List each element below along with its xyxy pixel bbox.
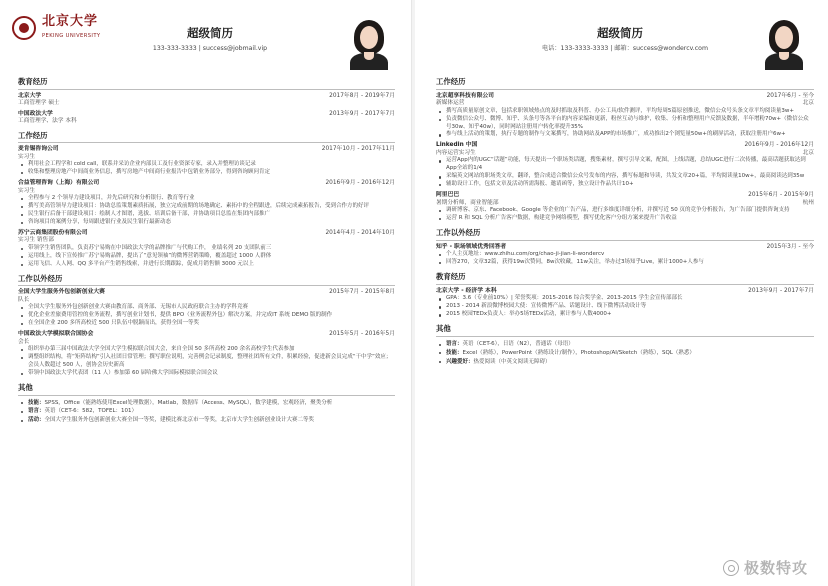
section	[18, 131, 395, 269]
entry-header	[18, 93, 395, 101]
skill-text: 英语（CET-6：582，TOFEL：101）	[44, 408, 138, 415]
entry-date: 2017年6月 - 至今	[766, 92, 814, 99]
section-title: 工作以外经历	[436, 228, 814, 241]
entry-subheader	[18, 100, 395, 107]
entry-date: 2017年10月 - 2017年11月	[321, 146, 395, 153]
entry-subheader	[18, 188, 395, 195]
skill-line	[18, 416, 395, 425]
bullet-item: 撰写美高管领导力建设项目：协助总监策划素质拓展，独立完成前期的场地确定、素拓中的全程跟进，后续完成素拓报告，受到合作方的好评	[18, 203, 395, 211]
entry-organization: Linkedin 中国	[436, 142, 478, 149]
entry-role: 实习生 销售部	[18, 237, 54, 244]
entry-location: 杭州	[802, 199, 814, 206]
bullet-item: 辅助设计工作，包括文章及活动所需海报、邀请函等，独立设计作品共计10+	[436, 181, 814, 189]
skill-text: Excel（熟练），PowerPoint（熟练设计/制作），Photoshop/AI/Sketch（熟练），SQL（熟悉）	[462, 349, 695, 356]
entry-header	[18, 331, 395, 339]
bullet-list	[18, 195, 395, 227]
bullet-item: 调整组织结构，将“矩阵结构”引入社团日常管理；撰写职位说明，完善例会记录制度，整理社团所有文件，积累经验，促进新会员完成“干中学”效应；会员人数超过 500 人，创协会历史新高	[18, 354, 395, 370]
bullet-list	[18, 346, 395, 378]
entry-date: 2016年9月 - 2016年12月	[325, 180, 395, 186]
resume-header	[415, 0, 828, 66]
skill-label: 技能：	[28, 399, 45, 406]
entry-role: 内容运营实习生	[436, 149, 476, 156]
skill-line	[436, 349, 814, 358]
entry-role: 实习生	[18, 153, 36, 160]
skill-line	[436, 358, 814, 367]
entry-organization: 合益管理咨询（上海）有限公司	[18, 180, 100, 186]
skill-label: 语言：	[28, 408, 45, 415]
entry	[436, 244, 814, 267]
bullet-item: GPA：3.6（专业前10%）| 荣誉奖项：2015-2016 综合奖学金、2013-2015 学生会宣传部部长	[436, 295, 814, 303]
entry-header	[18, 180, 395, 188]
section	[18, 383, 395, 425]
bullet-list	[436, 207, 814, 223]
entry	[18, 146, 395, 177]
entry-date: 2014年4月 - 2014年10月	[325, 229, 395, 236]
entry-organization: 中国政法大学	[18, 110, 53, 117]
entry-date: 2015年3月 - 至今	[766, 243, 814, 250]
skill-line	[18, 399, 395, 408]
bullet-item: 民生银行后备干部建设项目：绘制人才图谱，选拔、培训后备干部，并协助项目总监在集团内部推广	[18, 211, 395, 219]
bullet-list	[18, 161, 395, 177]
bullet-list	[18, 304, 395, 328]
skill-text: 热爱阅读（中英文阅读无障碍）	[473, 358, 551, 365]
entry-role: 会长	[18, 338, 30, 345]
skill-text: 英语（CET-6），日语（N2），普通话（母语）	[462, 340, 574, 347]
bullet-item: 运用飞信、人人网、QQ 多平台产生销售线索，并进行长期跟踪，促成月销售额 3000 元以上	[18, 261, 395, 269]
entry-header	[436, 93, 814, 101]
entry-date: 2013年9月 - 2017年7月	[329, 110, 395, 117]
resume-content	[18, 77, 395, 430]
entry-role: 工商管理学 硕士	[18, 100, 60, 107]
entry	[18, 331, 395, 378]
section	[436, 272, 814, 319]
skill-line	[436, 340, 814, 349]
bullet-item: 运用线上，线下宣传推广苏宁易购品牌，提出了“意见领袖”的微博营销策略，覆盖超过 1000 人群体	[18, 253, 395, 261]
bullet-item: 个人主页地址：www.zhihu.com/org/chao-ji-jian-li-wondercv	[436, 251, 814, 259]
skill-label: 活动：	[28, 417, 45, 424]
entry-date: 2017年8月 - 2019年7月	[329, 92, 395, 99]
watermark	[723, 559, 808, 579]
skill-text: 全国大学生服务外包创新创业大赛全国一等奖，建模比赛北京市一等奖，北京市大学生创新创业设计大赛二等奖	[44, 417, 315, 424]
section	[436, 324, 814, 366]
entry-subheader	[436, 100, 814, 107]
entry	[436, 93, 814, 140]
skill-text: SPSS，Office（能熟练使用Excel处理数据），Matlab，数据库（Access、MySQL），数学建模，宏观经济，聚类分析	[44, 399, 333, 406]
wechat-logo-icon	[723, 560, 739, 576]
entry-organization: 阿里巴巴	[436, 192, 460, 199]
entry-header	[436, 142, 814, 150]
entry-header	[18, 289, 395, 297]
skill-line	[18, 407, 395, 416]
entry-subheader	[18, 237, 395, 244]
entry	[18, 180, 395, 227]
bullet-item: 全程参与 2 个领导力建设项目，并先后研究和分析银行、教育等行业	[18, 195, 395, 203]
bullet-item: 全国大学生服务外包创新创业大赛由教育部、商务部、无锡市人民政府联合主办的学科竞赛	[18, 304, 395, 312]
bullet-item: 咨询项目的案例分享，每周跟进银行业及民生银行最新动态	[18, 219, 395, 227]
bullet-item: 撰写高质量原创文章，包括求职领域热点的及时抓取及科普、办公工具/软件测评，平均每周5篇原创推送，微信公众号头条文章平均阅读量3w+	[436, 108, 814, 116]
bullet-item: 带领中国政法大学代表团（11 人）参加第 60 届哈佛大学国际模拟联合国会议	[18, 370, 395, 378]
bullet-item: 优化企业差旅费用管控的业务流程，撰写创业计划书，提供 BPO（业务流程外包）解决方案，并完成IT 系统 DEMO 版的制作	[18, 312, 395, 320]
contact-line: 电话：133-3333-3333 | 邮箱：success@wondercv.com	[542, 45, 708, 52]
section	[436, 228, 814, 267]
entry-organization: 知乎 - 职场领域优秀回答者	[436, 243, 507, 250]
resume-header	[0, 0, 411, 66]
entry-date: 2015年7月 - 2015年8月	[329, 289, 395, 296]
bullet-item: 组织举办第三届中国政法大学全国大学生模拟联合国大会，来自全国 50 多所高校 200 余名高校学生代表参加	[18, 346, 395, 354]
section-title: 工作经历	[18, 131, 395, 144]
entry-header	[18, 146, 395, 154]
logo-cn-text: 北京大学	[42, 14, 99, 29]
bullet-list	[436, 295, 814, 319]
entry	[18, 230, 395, 269]
bullet-item: 收集和整理房地产中间商业务信息，撰写房地产中间商行业报告中包销业务部分，得到咨询顾问肯定	[18, 169, 395, 177]
entry-date: 2016年9月 - 2016年12月	[744, 142, 814, 149]
entry-header	[18, 111, 395, 119]
entry-date: 2015年5月 - 2016年5月	[329, 331, 395, 338]
bullet-list	[18, 245, 395, 269]
entry	[436, 142, 814, 189]
section-title: 工作以外经历	[18, 274, 395, 287]
entry-date: 2015年6月 - 2015年9月	[748, 192, 814, 199]
entry-organization: 中国政法大学模拟联合国协会	[18, 331, 94, 338]
skill-label: 技能：	[446, 349, 463, 356]
entry-header	[436, 192, 814, 200]
profile-photo	[763, 19, 805, 70]
entry	[18, 93, 395, 108]
resume-title: 超级简历	[597, 26, 643, 40]
bullet-list	[436, 157, 814, 189]
bullet-item: 在全国企业 200 多所高校近 500 只队伍中脱颖而出，获得全国一等奖	[18, 320, 395, 328]
skill-label: 语言：	[446, 340, 463, 347]
entry-organization: 北京大学	[18, 92, 42, 99]
entry-date: 2013年9月 - 2017年7月	[748, 287, 814, 294]
section-title: 教育经历	[436, 272, 814, 285]
entry-organization: 北京大学 - 经济学 本科	[436, 287, 497, 294]
bullet-item: 运营 R 和 SQL 分析广告客户数据，构建竞争网络模型，撰写优化客户分组方案来提升广告收益	[436, 215, 814, 223]
section-title: 教育经历	[18, 77, 395, 90]
bullet-item: 利用社会工程学和 cold call，联系并采访企业内部员工及行业资深专家，录入并整理访谈记录	[18, 161, 395, 169]
entry-organization: 全国大学生服务外包创新创业大赛	[18, 289, 105, 296]
bullet-item: 参与线上活动的策划，执行专题的制作与文案撰写，协助网站及APP的市场推广，成功推出2个浏览量50w+的刷屏活动，获取注册用户6w+	[436, 131, 814, 139]
watermark-text: 极数特攻	[743, 558, 808, 577]
entry	[18, 289, 395, 328]
entry	[436, 288, 814, 319]
entry-role: 实习生	[18, 187, 36, 194]
bullet-list	[436, 108, 814, 140]
bullet-item: 负责微信公众号、微博、知乎、头条号等各平台的内容采编和更新，粉丝互动与维护，收集、分析和整理用户反馈及数据，半年增粉70w+（微信公众号30w、知乎40w），同时网站注册用户转化率提升35%	[436, 116, 814, 132]
entry	[18, 111, 395, 126]
entry-role: 队长	[18, 296, 30, 303]
seal-icon	[12, 16, 36, 40]
bullet-item: 2013 - 2014 新浪微博校园大使：宣传微博产品、话题设计、线下微博活动设计等	[436, 303, 814, 311]
entry-subheader	[18, 118, 395, 125]
contact-line: 133-333-3333 | success@jobmail.vip	[152, 45, 268, 52]
bullet-item: 2015 校园TEDx负责人：举办5场TEDx活动，累计参与人数4000+	[436, 311, 814, 319]
bullet-list	[436, 251, 814, 267]
entry-organization: 苏宁云商集团股份有限公司	[18, 229, 88, 236]
bullet-item: 运营App内的UGC“话题”功能，每天提出一个职场类话题，搜集素材，撰写引导文案，配图，上线话题，总结UGC进行二次传播，最高话题获取达到App全站的1/4	[436, 157, 814, 173]
entry-location: 北京	[802, 149, 814, 156]
entry-organization: 麦肯锡咨询公司	[18, 146, 59, 153]
logo-en-text: PEKING UNIVERSITY	[42, 33, 101, 39]
section-title: 其他	[436, 324, 814, 337]
entry-header	[18, 230, 395, 238]
bullet-item: 带领学生销售团队，负责苏宁易购在中国政法大学的品牌推广与代购工作， 业绩名列 20 支团队前三	[18, 245, 395, 253]
resume-title: 超级简历	[187, 26, 233, 40]
bullet-item: 调研博客、京东、Facebook、Google 等企业的广告产品，进行多维度详细分析，并撰写近 50 页的竞争分析报告，为广告部门提供咨询支持	[436, 207, 814, 215]
entry-organization: 北京超享科技有限公司	[436, 92, 494, 99]
entry-role: 暑期分析师，商业智能部	[436, 199, 499, 206]
entry-role: 工商管理学、法学 本科	[18, 118, 77, 125]
section-title: 工作经历	[436, 77, 814, 90]
entry	[436, 192, 814, 223]
entry-subheader	[18, 154, 395, 161]
section	[18, 77, 395, 126]
resume-content	[436, 77, 814, 371]
section	[18, 274, 395, 378]
entry-role: 新媒体运营	[436, 100, 465, 107]
resume-page-left	[0, 0, 412, 586]
entry-location: 北京	[802, 100, 814, 107]
university-logo	[12, 14, 122, 48]
bullet-item: 回答270，文章32篇，获得19w次赞同，8w次收藏，11w关注，举办过3场知乎Live，累计1000+人参与	[436, 259, 814, 267]
section	[436, 77, 814, 223]
skill-label: 兴趣爱好：	[446, 358, 474, 365]
profile-photo	[348, 19, 390, 70]
section-title: 其他	[18, 383, 395, 396]
entry-subheader	[18, 339, 395, 346]
resume-page-right	[415, 0, 828, 586]
bullet-item: 采编英文网站的职场类文章，翻译，整合成适合微信公众号发布的内容，撰写标题和导读，共发文章20+篇，平均阅读量10w+，最高阅读达到35w	[436, 173, 814, 181]
